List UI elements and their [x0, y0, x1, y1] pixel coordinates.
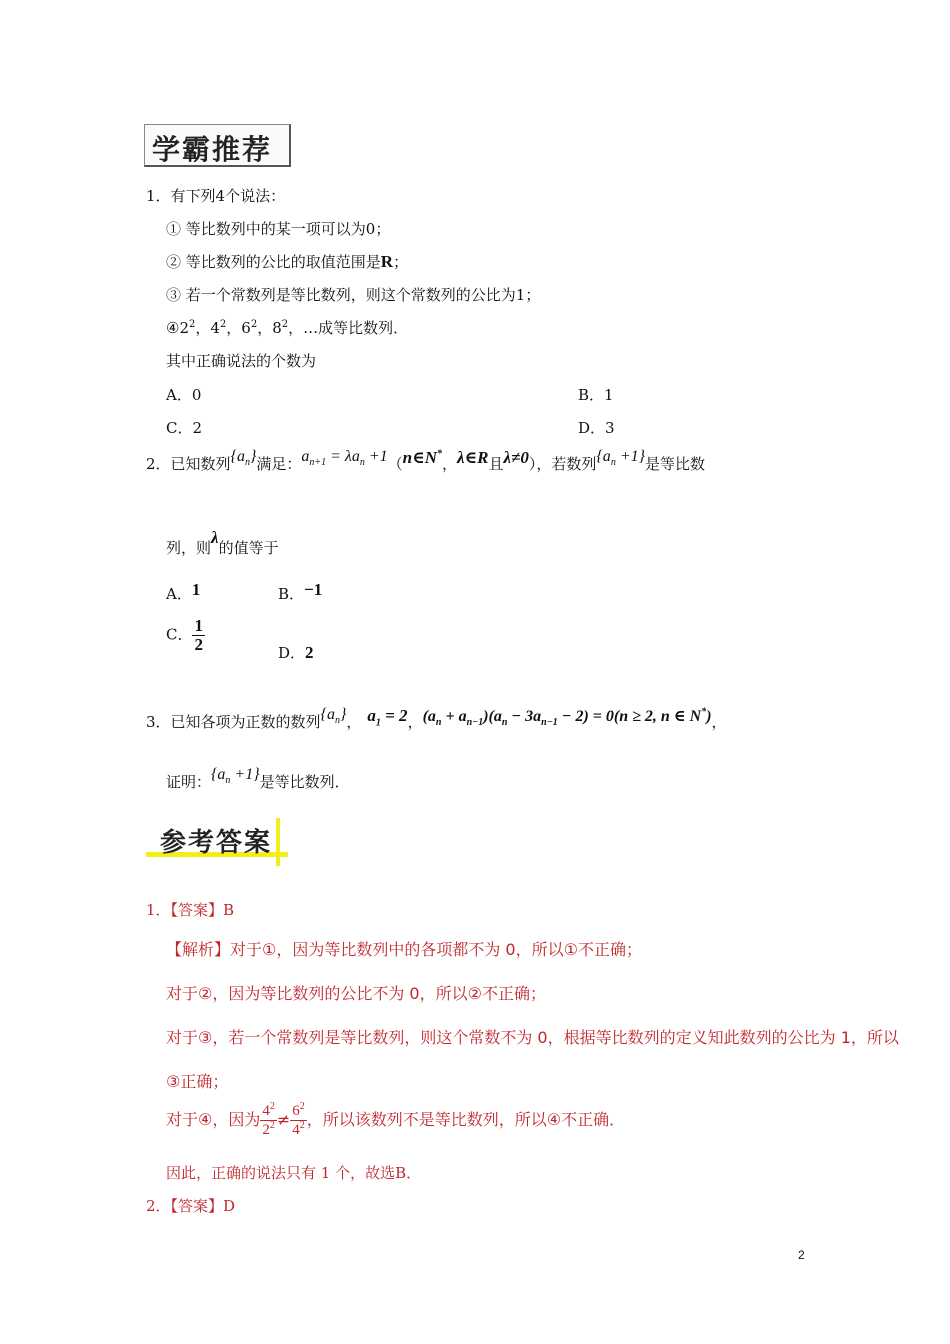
- q1-option-d: D．3: [578, 419, 615, 437]
- q1-ask: 其中正确说法的个数为: [166, 352, 317, 370]
- q3-prove: 证明：$\{a_n +1\}$是等比数列．: [166, 766, 350, 791]
- a1-heading: 1．【答案】B: [146, 901, 235, 919]
- a1-line-4: ③正确；: [166, 1072, 229, 1091]
- heading-answers-text: 参考答案: [160, 828, 273, 858]
- section-heading-answers: [146, 818, 288, 868]
- q2-option-c: C． $\frac{1}{2}$: [166, 616, 203, 654]
- a1-line-3: 对于③，若一个常数列是等比数列，则这个常数不为 0，根据等比数列的定义知此数列的公比为 1，所以: [166, 1028, 899, 1047]
- q2-option-d: D．2: [278, 643, 314, 662]
- q2-line-2: 列，则λ的值等于: [166, 528, 279, 557]
- q2-option-b: B．−1: [278, 580, 323, 603]
- q1-statement-4: $④2^2$，$4^2$，$6^2$，$8^2$，…成等比数列．: [166, 319, 409, 337]
- page-number: 2: [798, 1248, 805, 1262]
- q1-statement-3: ③ 若一个常数列是等比数列，则这个常数列的公比为1；: [166, 286, 541, 304]
- q1-option-c: C．2: [166, 419, 203, 437]
- q3-stem: 3．已知各项为正数的数列$\{a_n\}$， $a_1 = 2$，$(a_n + a_{n-1})(a_n - 3a_{n-1} - 2) = 0(n \ge 2$, n ∈ N*)，: [146, 706, 727, 731]
- a1-line-5: 对于④，因为 $\frac{4^2}{2^2}$ ≠ $\frac{6^2}{4^2}$ ，所以该数列不是等比数列，所以④不正确．: [166, 1101, 626, 1138]
- q1-statement-1: ① 等比数列中的某一项可以为0；: [166, 220, 391, 238]
- heading-recommend-text: 学霸推荐: [152, 133, 273, 166]
- q1-stem: 1．有下列4个说法：: [146, 187, 286, 205]
- q2-option-a: A．1: [166, 580, 201, 603]
- q2-stem: 2．已知数列$\{a_n\}$满足：$a_{n+1} = \lambda a_n$ +1（n∈N*，λ∈R且λ≠0），若数列$\{a_n +1\}$是等比数: [146, 448, 706, 473]
- a1-line-1: 【解析】对于①，因为等比数列中的各项都不为 0，所以①不正确；: [166, 940, 642, 959]
- q1-statement-2: ② 等比数列的公比的取值范围是R；: [166, 252, 409, 271]
- a1-line-6: 因此，正确的说法只有 1 个，故选B．: [166, 1164, 422, 1182]
- section-heading-recommend: [144, 124, 290, 166]
- q1-option-a: A．0: [166, 386, 202, 404]
- a1-line-2: 对于②，因为等比数列的公比不为 0，所以②不正确；: [166, 984, 546, 1003]
- a2-heading: 2．【答案】D: [146, 1197, 236, 1215]
- q1-option-b: B．1: [578, 386, 614, 404]
